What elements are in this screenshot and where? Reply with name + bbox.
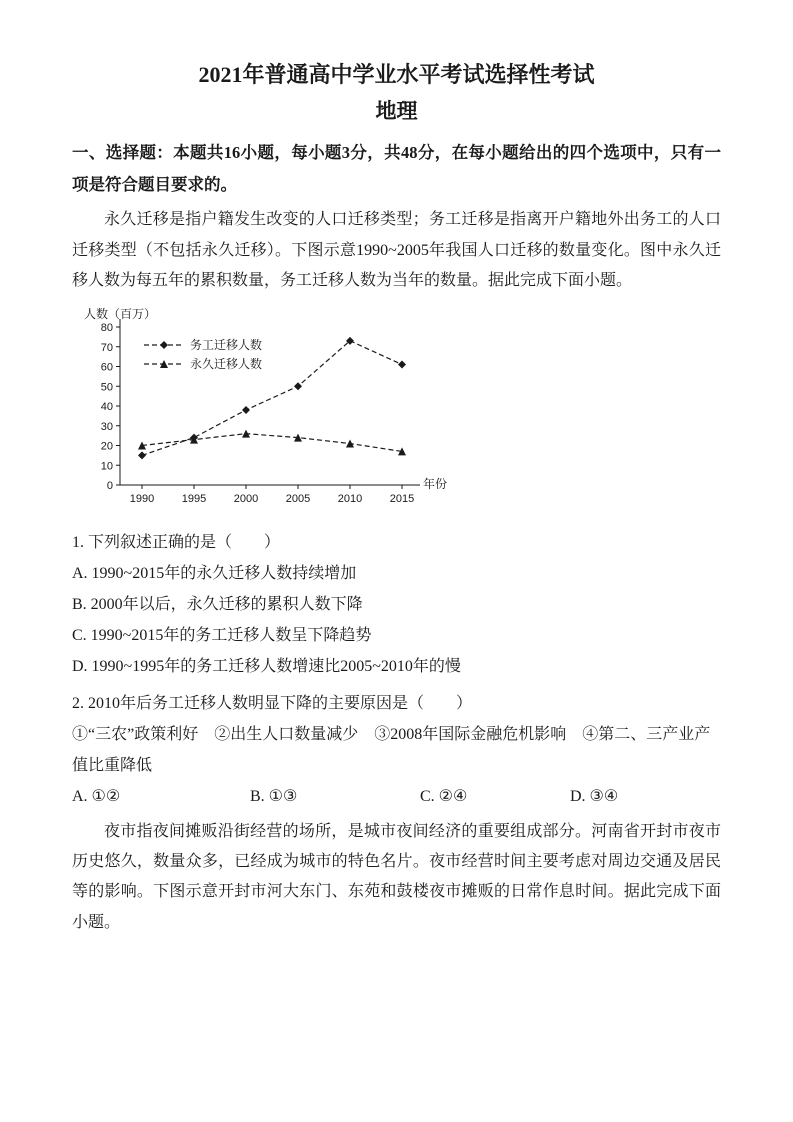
- svg-text:10: 10: [100, 459, 113, 472]
- svg-text:2015: 2015: [389, 492, 415, 505]
- svg-text:务工迁移人数: 务工迁移人数: [190, 337, 263, 352]
- svg-text:50: 50: [100, 380, 113, 393]
- migration-line-chart: [80, 305, 450, 517]
- svg-text:2010: 2010: [337, 492, 363, 505]
- question-2-option-c: C. ②④: [420, 788, 468, 806]
- question-1-stem: 1. 下列叙述正确的是（ ）: [72, 533, 281, 551]
- svg-text:年份: 年份: [423, 476, 448, 491]
- question-2-items: ①“三农”政策利好 ②出生人口数量减少 ③2008年国际金融危机影响 ④第二、三产业产值比重降低: [72, 726, 711, 775]
- question-1-option-a: A. 1990~2015年的永久迁移人数持续增加: [72, 564, 357, 582]
- question-2-option-a: A. ①②: [72, 788, 121, 806]
- section-instructions: 一、选择题：本题共16小题，每小题3分，共48分，在每小题给出的四个选项中，只有一项是符合题目要求的。: [72, 143, 721, 195]
- question-1-option-c: C. 1990~2015年的务工迁移人数呈下降趋势: [72, 627, 372, 645]
- subject-title: 地理: [375, 99, 418, 123]
- question-2-options-row: [72, 781, 721, 812]
- svg-text:20: 20: [100, 440, 113, 453]
- svg-text:永久迁移人数: 永久迁移人数: [190, 356, 263, 371]
- svg-text:30: 30: [100, 420, 113, 433]
- svg-text:40: 40: [100, 400, 113, 413]
- svg-text:2000: 2000: [233, 492, 259, 505]
- svg-text:1990: 1990: [129, 492, 155, 505]
- migration-chart: [80, 305, 721, 522]
- question-2-option-b: B. ①③: [250, 788, 298, 806]
- question-1-option-b: B. 2000年以后，永久迁移的累积人数下降: [72, 596, 363, 614]
- svg-text:80: 80: [100, 321, 113, 334]
- svg-text:2005: 2005: [285, 492, 311, 505]
- svg-text:0: 0: [106, 479, 113, 492]
- question-1-option-d: D. 1990~1995年的务工迁移人数增速比2005~2010年的慢: [72, 658, 461, 676]
- question-2-option-d: D. ③④: [570, 788, 619, 806]
- question-2-stem: 2. 2010年后务工迁移人数明显下降的主要原因是（ ）: [72, 694, 473, 712]
- passage-nightmarket: 夜市指夜间摊贩沿街经营的场所，是城市夜间经济的重要组成部分。河南省开封市夜市历史悠久，数量众多，已经成为城市的特色名片。夜市经营时间主要考虑对周边交通及居民等的影响。下图示意开封市河大东门、东苑和鼓楼夜市摊贩的日常作息时间。据此完成下面小题。: [72, 822, 721, 931]
- svg-text:1995: 1995: [181, 492, 207, 505]
- passage-migration: 永久迁移是指户籍发生改变的人口迁移类型；务工迁移是指离开户籍地外出务工的人口迁移类型（不包括永久迁移）。下图示意1990~2005年我国人口迁移的数量变化。图中永久迁移人数为每五年的累积数量，务工迁移人数为当年的数量。据此完成下面小题。: [72, 211, 721, 290]
- svg-text:人数（百万）: 人数（百万）: [84, 306, 157, 321]
- svg-text:70: 70: [100, 341, 113, 354]
- page-title: 2021年普通高中学业水平考试选择性考试: [198, 62, 595, 87]
- svg-text:60: 60: [100, 361, 113, 374]
